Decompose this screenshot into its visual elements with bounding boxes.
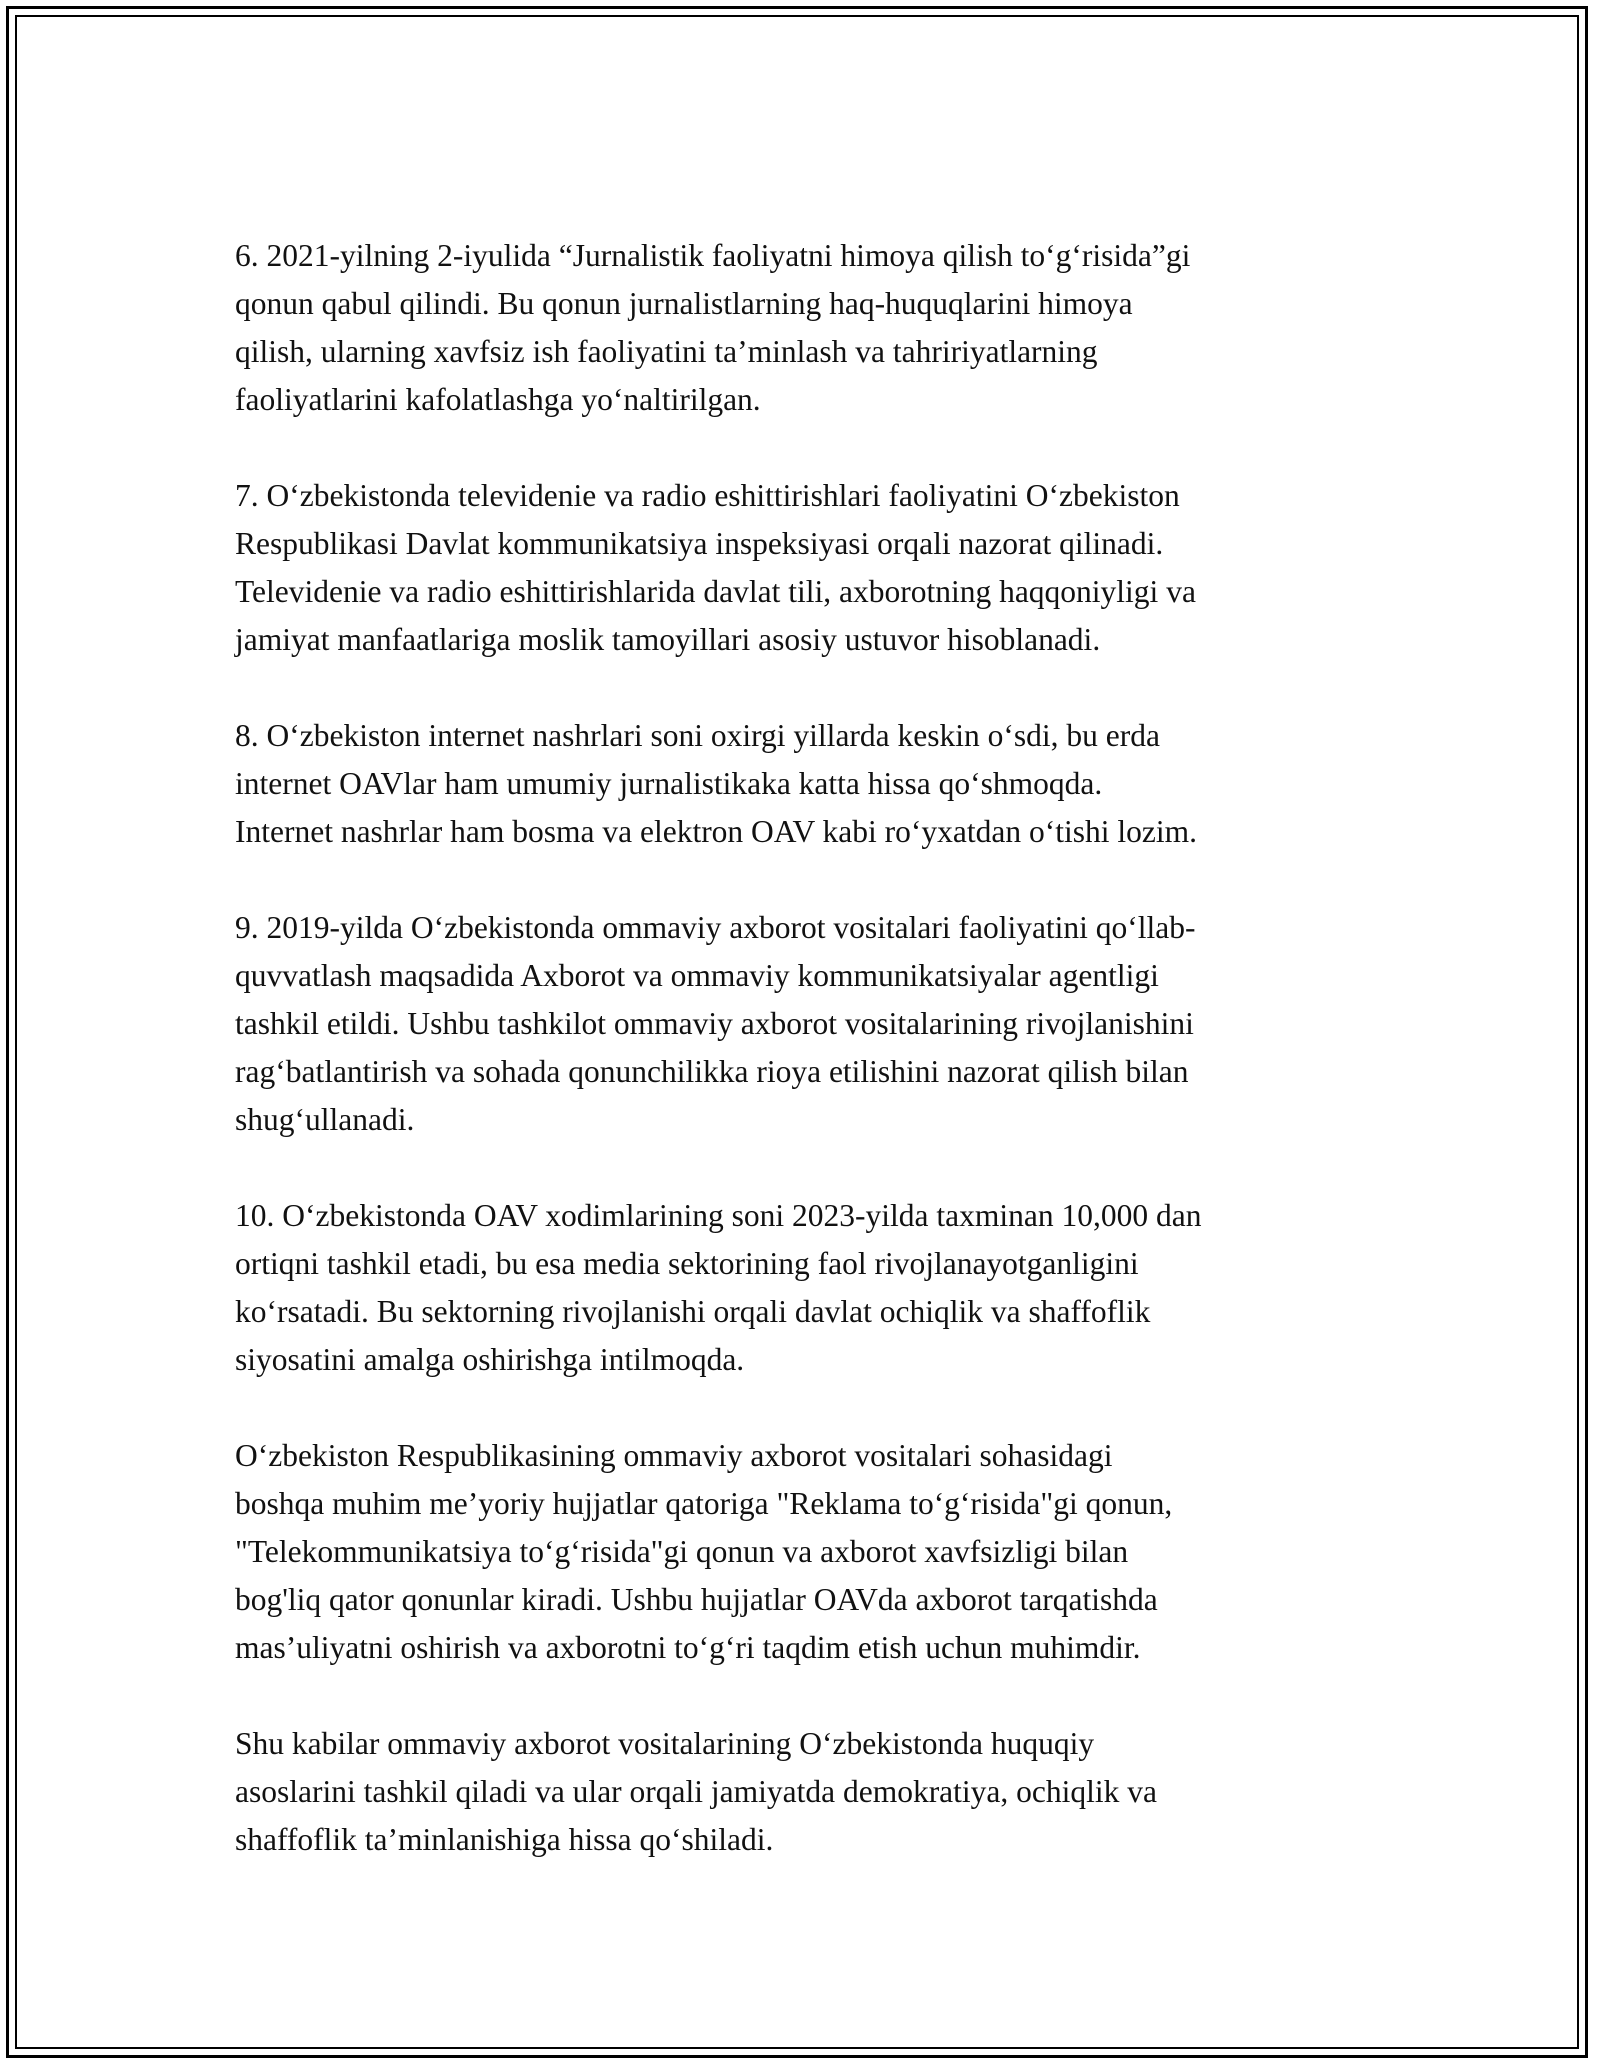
paragraph-item-9: 9. 2019-yilda O‘zbekistonda ommaviy axborot vositalari faoliyatini qo‘llab- quvvatlash maqsadida Axborot va ommaviy kommunikatsiyalar agentligi tashkil etildi. Ushbu tashkilot ommaviy axborot vositalarining rivojlanishini rag‘batlantirish va sohada qonunchilikka rioya etilishini nazorat qilish bilan shug‘ullanadi. [235,910,1196,1137]
document-body [235,232,1375,1912]
paragraph-item-10: 10. O‘zbekistonda OAV xodimlarining soni 2023-yilda taxminan 10,000 dan ortiqni tashkil etadi, bu esa media sektorining faol rivojlanayotganligini ko‘rsatadi. Bu sektorning rivojlanishi orqali davlat ochiqlik va shaffoflik siyosatini amalga oshirishga intilmoqda. [235,1198,1202,1377]
paragraph-conclusion: Shu kabilar ommaviy axborot vositalarining O‘zbekistonda huquqiy asoslarini tashkil qiladi va ular orqali jamiyatda demokratiya, ochiqlik va shaffoflik ta’minlanishiga hissa qo‘shiladi. [235,1726,1157,1857]
paragraph-other-regulations: O‘zbekiston Respublikasining ommaviy axborot vositalari sohasidagi boshqa muhim me’yoriy hujjatlar qatoriga "Reklama to‘g‘risida"gi qonun, "Telekommunikatsiya to‘g‘risida"gi qonun va axborot xavfsizligi bilan bog'liq qator qonunlar kiradi. Ushbu hujjatlar OAVda axborot tarqatishda mas’uliyatni oshirish va axborotni to‘g‘ri taqdim etish uchun muhimdir. [235,1438,1173,1665]
paragraph-item-6: 6. 2021-yilning 2-iyulida “Jurnalistik faoliyatni himoya qilish to‘g‘risida”gi qonun qabul qilindi. Bu qonun jurnalistlarning haq-huquqlarini himoya qilish, ularning xavfsiz ish faoliyatini ta’minlash va tahririyatlarning faoliyatlarini kafolatlashga yo‘naltirilgan. [235,238,1191,417]
paragraph-item-8: 8. O‘zbekiston internet nashrlari soni oxirgi yillarda keskin o‘sdi, bu erda internet OAVlar ham umumiy jurnalistikaka katta hissa qo‘shmoqda. Internet nashrlar ham bosma va elektron OAV kabi ro‘yxatdan o‘tishi lozim. [235,718,1197,849]
paragraph-item-7: 7. O‘zbekistonda televidenie va radio eshittirishlari faoliyatini O‘zbekiston Respublikasi Davlat kommunikatsiya inspeksiyasi orqali nazorat qilinadi. Televidenie va radio eshittirishlarida davlat tili, axborotning haqqoniyligi va jamiyat manfaatlariga moslik tamoyillari asosiy ustuvor hisoblanadi. [235,478,1196,657]
